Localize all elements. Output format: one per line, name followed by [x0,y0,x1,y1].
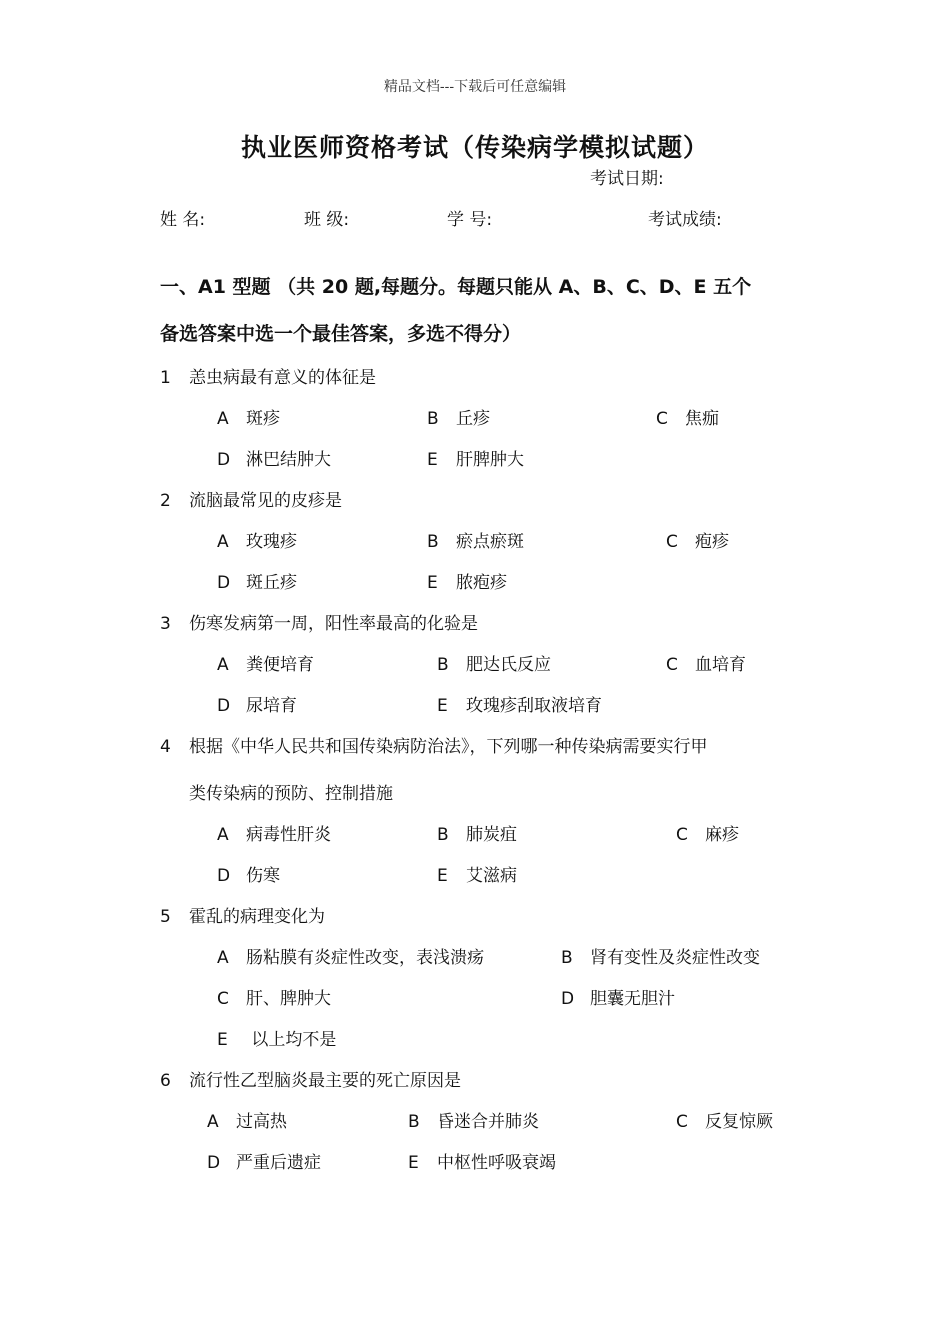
option-text: 疱疹 [695,532,729,552]
option-text: 以上均不是 [246,1030,337,1050]
option-letter: A [217,825,229,845]
option-text: 血培育 [695,655,746,675]
section-heading-line1: 一、A1 型题 （共 20 题,每题分。每题只能从 A、B、C、D、E 五个 [160,276,752,298]
option-4d [217,861,280,886]
option-text: 肾有变性及炎症性改变 [590,948,760,968]
question-number: 6 [160,1071,171,1091]
option-text: 斑丘疹 [246,573,297,593]
option-text: 肝脾肿大 [456,450,524,470]
question-number: 5 [160,907,171,927]
option-2d [217,568,297,593]
option-letter: B [408,1112,420,1132]
option-3e [437,691,602,716]
option-letter: B [427,532,439,552]
option-5e [217,1025,336,1050]
option-3d [217,691,297,716]
question-3 [160,609,478,634]
option-letter: C [666,532,678,552]
option-text: 伤寒 [246,866,280,886]
option-6d [207,1148,321,1173]
question-text: 伤寒发病第一周，阳性率最高的化验是 [189,614,478,634]
question-number: 1 [160,368,171,388]
page-header: 精品文档---下载后可任意编辑 [383,79,567,95]
option-text: 昏迷合并肺炎 [437,1112,539,1132]
question-number: 4 [160,737,171,757]
option-letter: E [427,573,438,593]
option-5d [561,984,675,1009]
option-text: 肺炭疽 [466,825,517,845]
option-letter: B [561,948,573,968]
option-letter: A [217,532,229,552]
option-1a [217,404,280,429]
option-4c [676,820,739,845]
section-heading-line2: 备选答案中选一个最佳答案，多选不得分） [160,323,522,345]
question-text: 流行性乙型脑炎最主要的死亡原因是 [189,1071,461,1091]
option-text: 中枢性呼吸衰竭 [437,1153,556,1173]
option-text: 胆囊无胆汁 [590,989,675,1009]
option-letter: E [437,866,448,886]
option-letter: B [437,825,449,845]
option-letter: A [217,409,229,429]
option-letter: C [666,655,678,675]
question-4 [160,732,708,757]
option-1b [427,404,490,429]
option-text: 脓疱疹 [456,573,507,593]
question-text: 恙虫病最有意义的体征是 [189,368,376,388]
option-1e [427,445,524,470]
question-text: 流脑最常见的皮疹是 [189,491,342,511]
name-field-label: 姓 名: [160,210,206,230]
question-text: 霍乱的病理变化为 [189,907,325,927]
option-letter: E [437,696,448,716]
class-field-label: 班 级: [304,210,350,230]
option-letter: C [676,1112,688,1132]
page-title: 执业医师资格考试（传染病学模拟试题） [240,133,709,162]
option-letter: A [207,1112,219,1132]
question-1 [160,363,376,388]
option-letter: A [217,655,229,675]
option-1d [217,445,331,470]
option-5a [217,943,484,968]
question-5 [160,902,325,927]
option-text: 淋巴结肿大 [246,450,331,470]
option-letter: C [217,989,229,1009]
option-6a [207,1107,287,1132]
option-text: 过高热 [236,1112,287,1132]
option-letter: D [561,989,575,1009]
option-letter: D [217,573,231,593]
option-2a [217,527,297,552]
question-number: 2 [160,491,171,511]
option-letter: D [207,1153,221,1173]
option-text: 肠粘膜有炎症性改变，表浅溃疡 [246,948,484,968]
option-3b [437,650,551,675]
option-text: 麻疹 [705,825,739,845]
option-letter: A [217,948,229,968]
question-4-continued: 类传染病的预防、控制措施 [189,784,393,804]
option-letter: E [408,1153,419,1173]
option-text: 肝、脾肿大 [246,989,331,1009]
option-text: 艾滋病 [466,866,517,886]
exam-date-label: 考试日期: [590,169,664,189]
option-text: 瘀点瘀斑 [456,532,524,552]
option-letter: E [427,450,438,470]
option-5c [217,984,331,1009]
option-4a [217,820,331,845]
question-text: 根据《中华人民共和国传染病防治法》，下列哪一种传染病需要实行甲 [189,737,708,757]
option-letter: D [217,696,231,716]
option-text: 尿培育 [246,696,297,716]
option-letter: B [427,409,439,429]
option-text: 斑疹 [246,409,280,429]
option-text: 反复惊厥 [705,1112,773,1132]
option-6b [408,1107,539,1132]
option-text: 玫瑰疹 [246,532,297,552]
option-text: 粪便培育 [246,655,314,675]
option-6c [676,1107,773,1132]
option-letter: E [217,1030,228,1050]
option-4b [437,820,517,845]
question-2 [160,486,342,511]
option-text: 玫瑰疹刮取液培育 [466,696,602,716]
option-3c [666,650,746,675]
option-text: 丘疹 [456,409,490,429]
option-4e [437,861,517,886]
option-text: 病毒性肝炎 [246,825,331,845]
option-2b [427,527,524,552]
option-2e [427,568,507,593]
question-number: 3 [160,614,171,634]
option-6e [408,1148,556,1173]
option-letter: C [656,409,668,429]
option-text: 焦痂 [685,409,719,429]
score-field-label: 考试成绩: [648,210,722,230]
option-letter: B [437,655,449,675]
option-text: 肥达氏反应 [466,655,551,675]
option-letter: D [217,450,231,470]
option-letter: C [676,825,688,845]
option-5b [561,943,760,968]
option-2c [666,527,729,552]
student-id-field-label: 学 号: [447,210,493,230]
option-1c [656,404,719,429]
question-6 [160,1066,461,1091]
option-3a [217,650,314,675]
option-letter: D [217,866,231,886]
option-text: 严重后遗症 [236,1153,321,1173]
